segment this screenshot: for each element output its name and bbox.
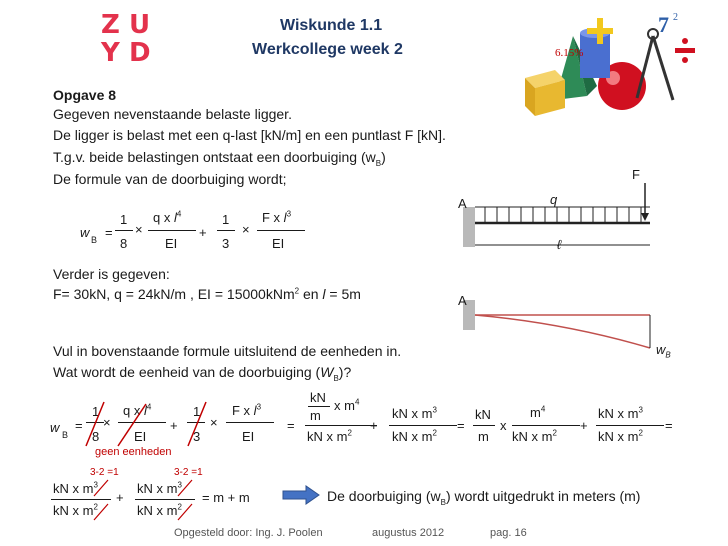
question-text: Wat wordt de eenheid van de doorbuiging ( [53, 364, 321, 380]
formula-w-sub: B [62, 430, 69, 440]
plus-sign: + [370, 418, 378, 433]
footer-date: augustus 2012 [372, 527, 445, 539]
times-sign: × [103, 415, 111, 430]
superscript: 3 [177, 480, 182, 490]
intro-line: De formule van de doorbuiging wordt; [53, 171, 287, 187]
inner-num: kN [310, 390, 326, 405]
num-text: F x [232, 403, 254, 418]
fraction-den: EI [165, 236, 178, 251]
strike-marks [80, 398, 220, 450]
den-text: kN x m [512, 429, 553, 444]
plus-sign: + [580, 418, 588, 433]
superscript: 3 [638, 405, 643, 415]
percent-text: 6.15% [555, 47, 584, 59]
given-heading: Verder is gegeven: [53, 266, 170, 282]
superscript: 3 [432, 405, 437, 415]
superscript: 2 [93, 502, 98, 512]
logo-letter: Y [101, 38, 120, 68]
num-text: q x [123, 403, 144, 418]
question-line: Vul in bovenstaande formule uitsluitend de eenheden in. [53, 343, 402, 359]
conclusion-part: De doorbuiging (w [327, 488, 441, 504]
plus-sign: + [170, 418, 178, 433]
result-expression: = m + m [202, 490, 250, 505]
intro-text: T.g.v. beide belastingen ontstaat een doorbuiging (w [53, 149, 376, 165]
deflection-w: w [656, 342, 666, 357]
superscript: 2 [347, 428, 352, 438]
formula-equals: = [105, 225, 113, 240]
fraction-num [153, 210, 181, 225]
logo-letter: D [129, 38, 151, 68]
exponent-text: 2 [673, 12, 678, 23]
num-l: l [173, 210, 177, 225]
point-load-label: F [632, 167, 640, 182]
superscript: 2 [177, 502, 182, 512]
fraction-line [596, 425, 664, 426]
fraction-num: 1 [193, 404, 201, 419]
cancel-marks [90, 478, 210, 523]
given-text: = 5m [325, 286, 361, 302]
logo-letter: Z [101, 10, 120, 40]
beam-diagram [455, 165, 670, 375]
superscript: 3 [286, 209, 292, 219]
superscript: 4 [540, 404, 546, 414]
page-subtitle: Werkcollege week 2 [252, 41, 403, 58]
num-text: q x [153, 210, 174, 225]
page-title: Wiskunde 1.1 [280, 17, 383, 34]
num-text: m [530, 405, 541, 420]
num-text: kN x m [598, 406, 639, 421]
conclusion-part: ) wordt uitgedrukt in meters (m) [445, 488, 641, 504]
superscript: 2 [432, 428, 437, 438]
intro-line: De ligger is belast met een q-last [kN/m] en een puntlast F [kN]. [53, 127, 446, 143]
num-extra [334, 398, 359, 413]
right-arrow-icon [282, 485, 320, 505]
fraction-den: 3 [222, 236, 230, 251]
superscript: 3 [93, 480, 98, 490]
formula-equals: = [287, 418, 295, 433]
num-text: x m [334, 398, 355, 413]
support-label: A [458, 293, 467, 308]
fraction-num [530, 405, 545, 420]
den-text: kN x m [392, 429, 433, 444]
fraction-line [257, 230, 305, 231]
inner-den: m [310, 408, 321, 423]
times-sign: × [135, 222, 143, 237]
times-x: x [500, 418, 507, 433]
fraction-den: EI [134, 429, 147, 444]
times-sign: × [242, 222, 250, 237]
exercise-heading: Opgave 8 [53, 87, 117, 103]
num-text: kN x m [392, 406, 433, 421]
fraction-num: 1 [92, 404, 100, 419]
load-q-label: q [550, 192, 558, 207]
formula-equals: = [665, 418, 673, 433]
given-text: F= 30kN, q = 24kN/m , EI = 15000kNm [53, 286, 295, 302]
fraction-line [148, 230, 196, 231]
num-text: kN x m [53, 481, 94, 496]
fraction-line [217, 230, 235, 231]
num-l: l [253, 403, 257, 418]
exponent-annotation: 3-2 =1 [90, 467, 119, 478]
fraction-den [598, 429, 643, 444]
times-sign: × [210, 415, 218, 430]
footer-page: pag. 16 [490, 527, 527, 539]
subscript: B [440, 497, 446, 507]
subscript: B [665, 350, 671, 360]
den-text: kN x m [598, 429, 639, 444]
fraction-num: 1 [222, 212, 230, 227]
seven-text: 7 [658, 12, 669, 37]
fraction-den: 8 [120, 236, 128, 251]
fraction-line [308, 406, 330, 407]
fraction-num [392, 406, 437, 421]
den-text: kN x m [137, 503, 178, 518]
question-w: W [320, 364, 334, 380]
support-label: A [458, 196, 467, 211]
num-text: F x [262, 210, 284, 225]
superscript: 4 [354, 397, 360, 407]
plus-sign: + [116, 490, 124, 505]
fraction-line [473, 425, 495, 426]
intro-line: Gegeven nevenstaande belaste ligger. [53, 106, 292, 122]
fraction-line [226, 422, 274, 423]
fraction-line [389, 425, 457, 426]
fraction-den: m [478, 429, 489, 444]
formula-w: w [50, 420, 60, 435]
superscript: 4 [146, 402, 152, 412]
formula-equals: = [457, 418, 465, 433]
fraction-den: 3 [193, 429, 201, 444]
given-values [53, 286, 361, 302]
fraction-den: 8 [92, 429, 100, 444]
fraction-line [305, 425, 377, 426]
intro-line [53, 149, 386, 168]
fraction-num [598, 406, 643, 421]
superscript: 2 [552, 428, 557, 438]
den-text: kN x m [53, 503, 94, 518]
conclusion-text [327, 488, 641, 507]
fraction-num: 1 [120, 212, 128, 227]
fraction-den [392, 429, 437, 444]
intro-text: ) [381, 149, 386, 165]
superscript: 4 [176, 209, 182, 219]
formula-w: w [80, 225, 90, 240]
superscript: 3 [256, 402, 262, 412]
fraction-num [262, 210, 291, 225]
annotation-no-units: geen eenheden [95, 446, 172, 458]
fraction-den: EI [272, 236, 285, 251]
exponent-annotation: 3-2 =1 [174, 467, 203, 478]
num-text: kN x m [137, 481, 178, 496]
superscript: 2 [294, 286, 300, 296]
superscript: 2 [638, 428, 643, 438]
fraction-den [512, 429, 557, 444]
fraction-line [115, 230, 133, 231]
fraction-num [232, 403, 261, 418]
given-text: en [299, 286, 323, 302]
deflection-label [656, 342, 671, 360]
given-l: l [322, 286, 326, 302]
math-clipart [505, 8, 710, 118]
subscript: B [375, 158, 382, 168]
plus-sign: + [199, 225, 207, 240]
fraction-num: kN [475, 407, 491, 422]
num-l: l [143, 403, 147, 418]
length-label: ℓ [557, 237, 562, 252]
num-l: l [283, 210, 287, 225]
fraction-den: EI [242, 429, 255, 444]
fraction-den [307, 429, 352, 444]
question-line [53, 364, 352, 383]
footer-author: Opgesteld door: Ing. J. Poolen [174, 527, 323, 539]
fraction-line [512, 425, 580, 426]
den-text: kN x m [307, 429, 348, 444]
formula-w-sub: B [91, 235, 98, 245]
subscript: B [333, 373, 339, 383]
question-text: )? [338, 364, 352, 380]
logo-letter: U [129, 10, 151, 40]
formula-equals: = [75, 418, 83, 433]
